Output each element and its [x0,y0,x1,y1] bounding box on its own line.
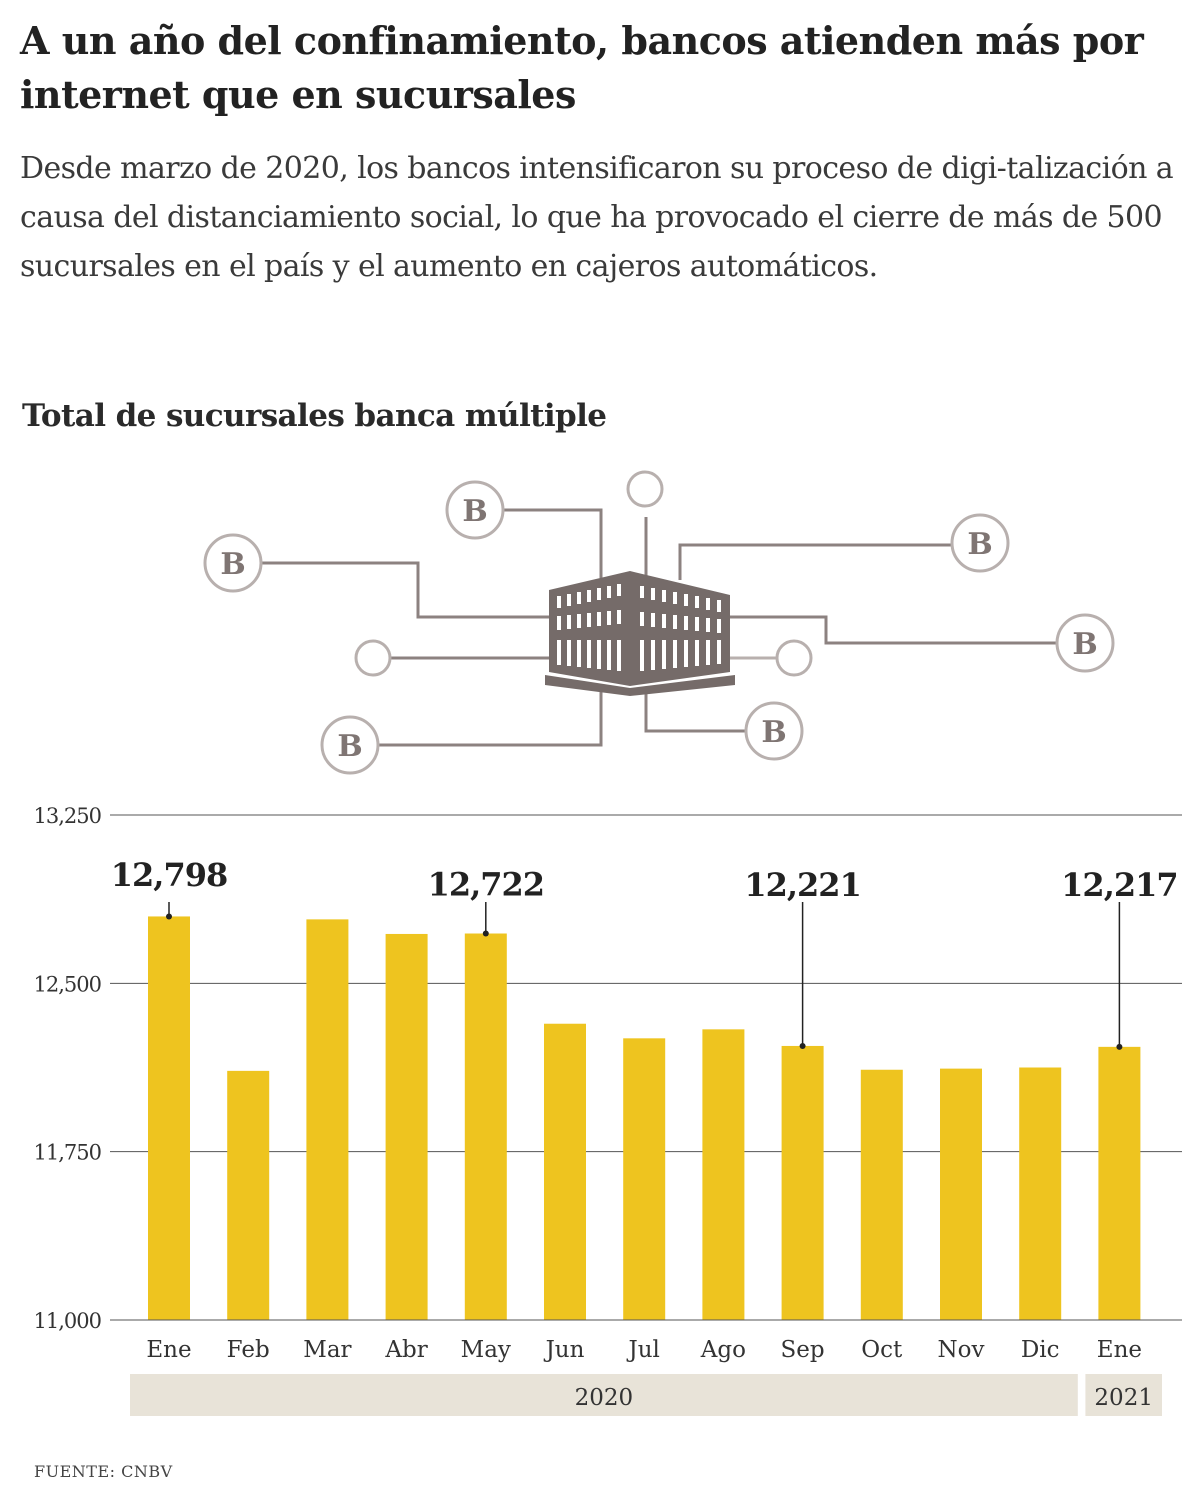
bar [1019,1068,1061,1321]
branch-letter: B [967,527,993,562]
source-note: FUENTE: CNBV [34,1462,173,1481]
x-tick-label: Oct [861,1337,903,1363]
x-tick-label: Abr [385,1337,428,1363]
x-tick-label: Mar [303,1337,352,1363]
x-tick-label: Feb [226,1337,270,1363]
x-tick-label: Ene [146,1337,192,1363]
x-tick-label: May [460,1337,511,1363]
bar [306,919,348,1320]
branch-letter: B [1072,627,1098,662]
x-tick-label: Ene [1096,1337,1143,1363]
x-tick-label: Jul [628,1337,660,1363]
node-dot-icon [777,641,811,675]
bar [465,934,507,1320]
annotation-dot [483,931,489,937]
y-tick-label: 11,750 [33,1140,101,1165]
bank-network-icon [0,460,1200,790]
annotation-dot [800,1043,806,1049]
node-dot-icon [356,641,390,675]
branch-letter: B [220,547,246,582]
branch-letter: B [337,729,363,764]
year-label: 2021 [1094,1385,1153,1411]
bar [861,1070,903,1320]
annotation-label: 12,722 [427,865,545,904]
x-tick-label: Sep [780,1337,825,1363]
bar [1098,1047,1140,1320]
headline: A un año del confinamiento, bancos atienden más por internet que en sucursales [20,18,1144,117]
bar-chart [0,790,1200,1430]
chart-title: Total de sucursales banca múltiple [22,398,607,434]
annotation-dot [166,913,172,919]
annotation-label: 12,217 [1061,866,1178,904]
x-tick-label: Nov [937,1337,985,1363]
y-tick-label: 12,500 [33,972,101,997]
y-tick-label: 11,000 [33,1309,101,1333]
y-tick-label: 13,250 [33,804,101,828]
annotation-dot [1116,1044,1122,1050]
bar [148,916,190,1320]
year-label: 2020 [574,1385,634,1411]
bar [782,1046,824,1320]
dek: Desde marzo de 2020, los bancos intensificaron su proceso de digi-talización a causa del distanciamiento social, lo que ha provocado el cierre de más de 500 sucursales en el país y el aumento en cajeros automáticos. [20,151,1174,284]
x-tick-label: Dic [1020,1337,1060,1363]
bank-building-icon [545,571,735,696]
bar [940,1069,982,1320]
branch-letter: B [462,494,488,529]
bar [544,1024,586,1320]
bar [386,934,428,1320]
branch-letter: B [761,715,787,750]
bar [227,1071,269,1320]
annotation-label: 12,221 [744,866,861,904]
bar [702,1029,744,1320]
x-tick-label: Jun [545,1337,585,1363]
node-dot-icon [628,472,662,506]
x-tick-label: Ago [700,1337,746,1363]
annotation-label: 12,798 [110,856,228,894]
bar [623,1038,665,1320]
